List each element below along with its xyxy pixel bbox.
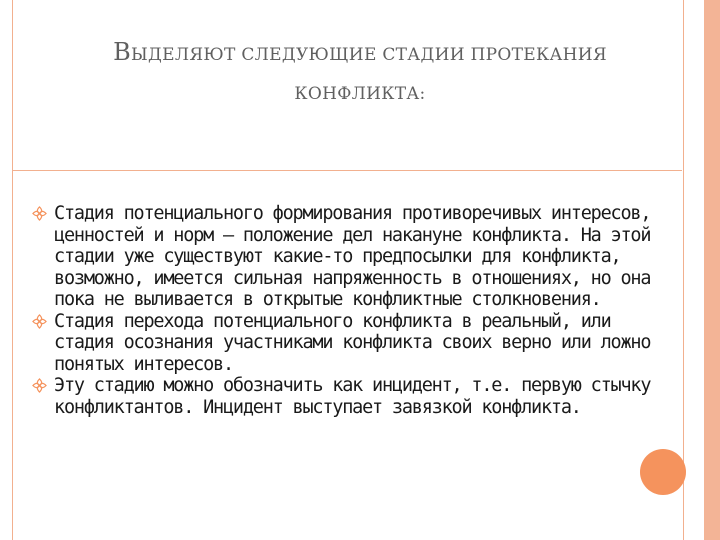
title-line-1 — [40, 34, 680, 73]
decorative-circle — [640, 449, 686, 495]
title-line-2-text: КОНФЛИКТА: — [294, 84, 426, 104]
title-divider — [12, 170, 682, 171]
bullet-item-3 — [32, 375, 680, 418]
bullet-list — [32, 203, 680, 418]
bullet-text-3: Эту стадию можно обозначить как инцидент, т.е. первую стычку конфликтантов. Инцидент выступает завязкой конфликта. — [54, 375, 651, 418]
petal-bullet-icon — [32, 378, 47, 393]
bullet-item-1 — [32, 203, 680, 311]
petal-bullet-icon — [32, 314, 47, 329]
bullet-item-2 — [32, 311, 680, 376]
title-line-2 — [40, 73, 680, 112]
slide-side-rail — [704, 0, 720, 540]
petal-bullet-icon — [32, 206, 47, 221]
bullet-text-2: Стадия перехода потенциального конфликта в реальный, или стадия осознания участниками конфликта своих верно или ложно понятых интересов. — [54, 310, 651, 375]
title-initial: В — [113, 38, 132, 66]
title-line-1-rest: ЫДЕЛЯЮТ СЛЕДУЮЩИЕ СТАДИИ ПРОТЕКАНИЯ — [131, 45, 607, 65]
bullet-text-1: Стадия потенциального формирования противоречивых интересов, ценностей и норм — положение дел накануне конфликта. На этой стадии уже существуют какие-то предпосылки для конфликта, возможно, имеется сильная напряженность в отношениях, но она пока не выливается в открытые конфликтные столкновения. — [54, 203, 651, 310]
slide-title — [40, 34, 680, 112]
